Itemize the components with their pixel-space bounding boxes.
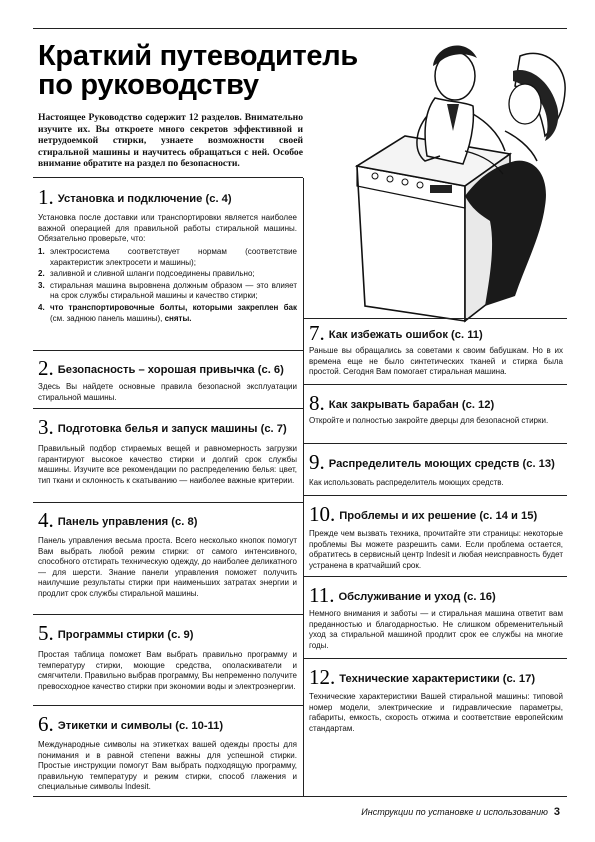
list-item: 4. что транспортировочные болты, которыми закреплен бак (см. заднюю панель машины), сняты. xyxy=(38,302,297,323)
section-title: Установка и подключение (с. 4) xyxy=(57,193,232,205)
section-1-heading xyxy=(38,184,232,209)
section-divider xyxy=(303,658,567,659)
section-number: 6. xyxy=(38,712,54,736)
section-number: 2. xyxy=(38,356,54,380)
section-3-heading xyxy=(38,414,287,439)
section-number: 11. xyxy=(309,583,335,607)
section-11-body: Немного внимания и заботы — и стиральная машина ответит вам преданностью и благодарностью. Не слишком обременительный уход за стиральной машиной продлит срок ее службы на многие годы. xyxy=(309,609,563,650)
section-7-heading xyxy=(309,320,483,345)
section-1-body: Установка после доставки или транспортировки является наиболее важной операцией для правильной работы стиральной машины. Обязательно проверьте, что: xyxy=(38,213,297,244)
section-5-body: Простая таблица поможет Вам выбрать правильно программу и температуру стирки, моющие средства, ополаскиватели и смягчители. Правильно выбрав программу, Вы непременно получите превосходное качество стирки при экономии воды и электроэнергии. xyxy=(38,650,297,691)
section-9-heading xyxy=(309,449,555,474)
page-footer xyxy=(361,806,560,818)
section-title: Подготовка белья и запуск машины (с. 7) xyxy=(57,423,287,435)
section-title: Технические характеристики (с. 17) xyxy=(339,673,536,685)
list-item: 2. заливной и сливной шланги подсоединены правильно; xyxy=(38,269,255,279)
section-divider xyxy=(303,576,567,577)
footer-text: Инструкции по установке и использованию xyxy=(361,807,548,817)
section-5-heading xyxy=(38,620,194,645)
section-title: Обслуживание и уход (с. 16) xyxy=(338,591,496,603)
section-number: 10. xyxy=(309,502,336,526)
section-divider xyxy=(303,384,567,385)
section-10-body: Прежде чем вызвать техника, прочитайте эти страницы: некоторые проблемы Вы можете разрешить сами. Если проблема остается, обратитесь в сервисный центр Indesit и любая неисправность будет устранена в кратчайший срок. xyxy=(309,529,563,570)
section-8-heading xyxy=(309,390,495,415)
section-9-body: Как использовать распределитель моющих средств. xyxy=(309,478,504,487)
section-number: 4. xyxy=(38,508,54,532)
section-12-heading xyxy=(309,664,536,689)
section-divider xyxy=(33,614,303,615)
section-3-body: Правильный подбор стираемых вещей и равномерность загрузки гарантируют высокое качество стирки и долгий срок службы машины. Изучите все рекомендации по распределению белья: цвет, тип ткани и склонность к скатыванию — наиболее важные критерии. xyxy=(38,444,297,485)
section-title: Как закрывать барабан (с. 12) xyxy=(328,399,495,411)
section-divider xyxy=(33,502,303,503)
section-8-body: Откройте и полностью закройте дверцы для безопасной стирки. xyxy=(309,416,549,425)
section-title: Этикетки и символы (с. 10-11) xyxy=(57,720,224,732)
section-number: 1. xyxy=(38,185,54,209)
section-divider xyxy=(303,443,567,444)
section-number: 8. xyxy=(309,391,325,415)
section-7-body: Раньше вы обращались за советами к своим бабушкам. Но в их времена еще не было синтетических тканей и стирка была простой. Сегодня Вам помогает стиральная машина. xyxy=(309,346,563,377)
couple-with-washing-machine-illustration xyxy=(345,36,570,326)
section-title: Распределитель моющих средств (с. 13) xyxy=(328,458,555,470)
illustration-icon xyxy=(345,36,570,326)
section-number: 7. xyxy=(309,321,325,345)
section-divider xyxy=(303,318,567,319)
section-4-heading xyxy=(38,507,198,532)
section-divider xyxy=(33,350,303,351)
section-title: Как избежать ошибок (с. 11) xyxy=(328,329,483,341)
section-1-checklist xyxy=(38,247,297,325)
list-item: 3. стиральная машина выровнена должным образом — это влияет на срок службы стиральной машины и качество стирки; xyxy=(38,280,297,301)
section-2-body: Здесь Вы найдете основные правила безопасной эксплуатации стиральной машины. xyxy=(38,382,297,402)
list-item: 1. электросистема соответствует нормам (соответствие характеристик электросети и машины); xyxy=(38,247,297,267)
section-title: Панель управления (с. 8) xyxy=(57,516,198,528)
section-divider xyxy=(33,408,303,409)
section-number: 12. xyxy=(309,665,336,689)
page-title: Краткий путеводитель по руководству xyxy=(38,40,358,101)
column-divider xyxy=(303,178,304,796)
section-number: 9. xyxy=(309,450,325,474)
section-title: Проблемы и их решение (с. 14 и 15) xyxy=(339,510,538,522)
top-rule xyxy=(33,28,567,29)
section-4-body: Панель управления весьма проста. Всего несколько кнопок помогут Вам выбрать любой режим стирки: от самого интенсивного, способного отстирать техническую одежду, до наиболее деликатного — для шерсти. Знание панели управления поможет получить наилучшие результаты стирки при наименьших затратах энергии и продлит срок службы стиральной машины. xyxy=(38,536,297,598)
intro-paragraph: Настоящее Руководство содержит 12 разделов. Внимательно изучите их. Вы откроете много секретов эффективной и нетрудоемкой стирки, узнаете возможности своей стиральной машины и научитесь обращаться с ней. Особое внимание обратите на раздел по безопасности. xyxy=(38,112,303,169)
section-title: Безопасность – хорошая привычка (с. 6) xyxy=(57,364,284,376)
section-title: Программы стирки (с. 9) xyxy=(57,629,194,641)
section-6-body: Международные символы на этикетках вашей одежды просты для понимания и в равной степени важны для успешной стирки. Простые инструкции помогут Вам выбрать подходящую программу, правильную температуру и режим стирки, способ глажения и специальные символы Indesit. xyxy=(38,740,297,792)
section-2-heading xyxy=(38,355,284,380)
section-divider xyxy=(33,705,303,706)
section-10-heading xyxy=(309,501,538,526)
section-number: 5. xyxy=(38,621,54,645)
section-6-heading xyxy=(38,711,224,736)
section-number: 3. xyxy=(38,415,54,439)
intro-rule xyxy=(33,177,303,178)
bottom-rule xyxy=(33,796,567,797)
section-divider xyxy=(303,495,567,496)
section-11-heading xyxy=(309,582,496,607)
page-number: 3 xyxy=(553,806,560,818)
section-12-body: Технические характеристики Вашей стиральной машины: типовой номер модели, электрические и гидравлические параметры, габариты, емкость, скорость отжима и соответствие европейским стандартам. xyxy=(309,692,563,733)
